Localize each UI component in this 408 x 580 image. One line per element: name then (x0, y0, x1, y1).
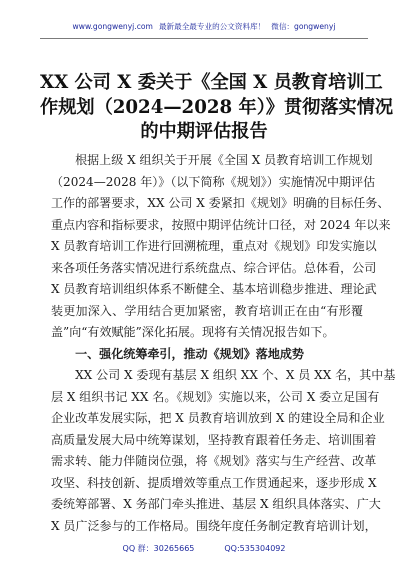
page-header (54, 21, 354, 32)
body-line: X 员广泛参与的工作格局。围绕年度任务制定教育培训计划， (51, 518, 377, 533)
body-line: 委统筹部署、X 务部门牵头推进、基层 X 组织具体落实、广大 (51, 497, 381, 511)
body-line: 需求转、能力伴随岗位强，将《规划》落实与生产经营、改革 (51, 454, 377, 468)
body-line: X 员教育培训工作进行回溯梳理，重点对《规划》印发实施以 (51, 239, 377, 253)
body-line: 工作的部署要求，XX 公司 X 委紧扣《规划》明确的目标任务、 (51, 196, 390, 210)
title-line-2: 作规划（2024—2028 年）》贯彻落实情况 (40, 96, 394, 118)
body-line: 企业改革发展实际，把 X 员教育培训放到 X 的建设全局和企业 (51, 411, 385, 425)
body-line: 攻坚、科技创新、提质增效等重点工作贯通起来，逐步形成 X (51, 475, 377, 490)
body-line: 层 X 组织书记 XX 名。《规划》实施以来，公司 X 委立足国有 (51, 389, 380, 404)
footer-qq: QQ:535304092 (224, 544, 286, 553)
body-line: 来各项任务落实情况进行系统盘点、综合评估。总体看，公司 (51, 260, 377, 275)
body-line: 重点内容和指标要求，按照中期评估统计口径，对 2024 年以来 (51, 217, 391, 232)
body-line: （2024—2028 年）》（以下简称《规划》）实施情况中期评估 (51, 174, 376, 189)
header-divider (40, 38, 368, 39)
header-site: www.gongwenyj.com (72, 22, 153, 31)
document-title (40, 71, 394, 145)
title-line-3: 的中期评估报告 (140, 121, 268, 143)
body-line: 高质量发展大局中统筹谋划，坚持教育跟着任务走、培训围着 (51, 432, 377, 447)
footer-qq-group: QQ 群：30265665 (122, 544, 195, 553)
document-body (51, 150, 396, 537)
body-line: XX 公司 X 委现有基层 X 组织 XX 个、X 员 XX 名，其中基 (51, 368, 396, 382)
body-line: 根据上级 X 组织关于开展《全国 X 员教育培训工作规划 (51, 153, 373, 167)
header-slogan: 最新最全最专业的公文资料库！ (158, 22, 266, 31)
page-footer (40, 543, 368, 554)
body-line: 盖”向“有效赋能”深化拓展。现将有关情况报告如下。 (51, 325, 335, 339)
section-heading: 一、强化统筹牵引，推动《规划》落地成势 (51, 346, 304, 361)
body-line: X 员教育培训组织体系不断健全、基本培训稳步推进、理论武 (51, 282, 377, 296)
header-wechat: 微信：gongwenyj (271, 22, 336, 31)
title-line-1: XX 公司 X 委关于《全国 X 员教育培训工 (40, 72, 383, 93)
body-line: 装更加深入、学用结合更加紧密，教育培训正在由“有形覆 (51, 303, 363, 318)
